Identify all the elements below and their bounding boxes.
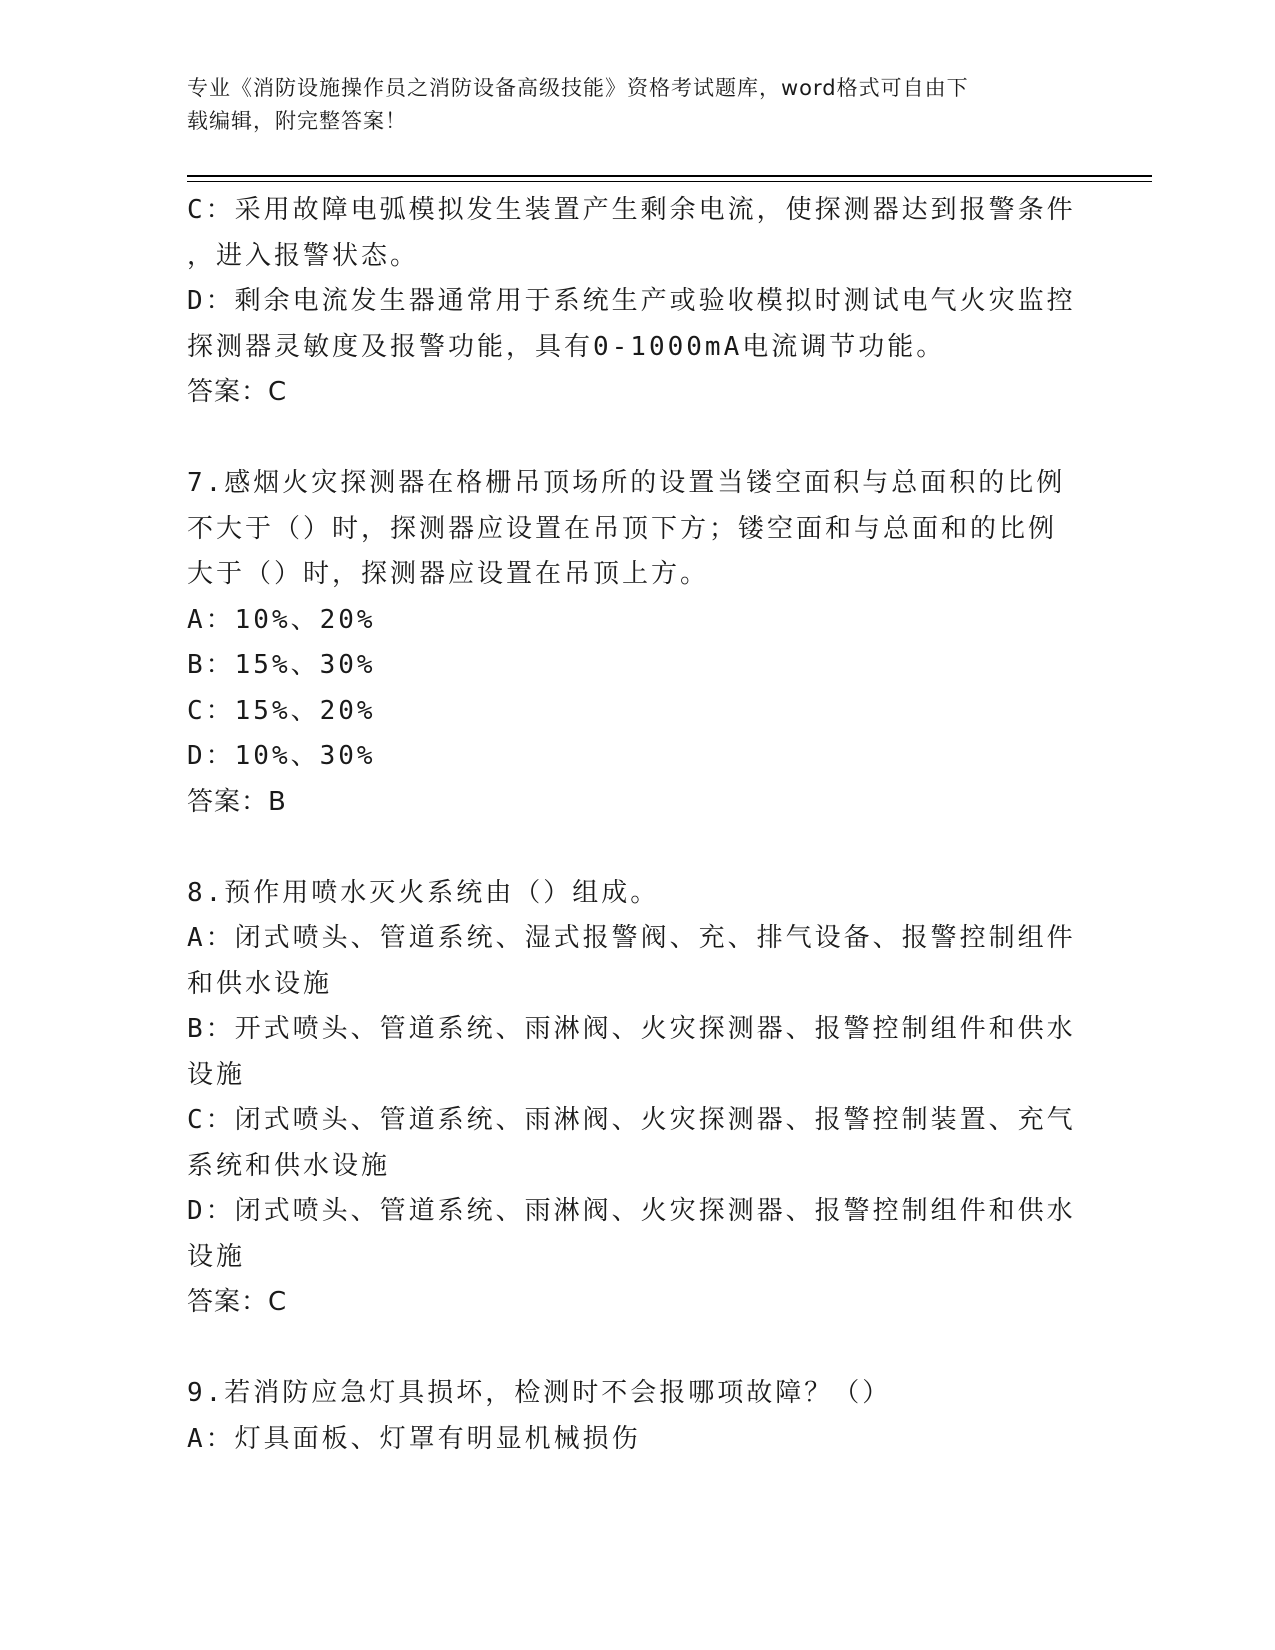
- q8-option-b-line-2: 设施: [187, 1059, 246, 1090]
- q6-option-c-line-2: ，进入报警状态。: [187, 240, 420, 271]
- q8-option-c-line-2: 系统和供水设施: [187, 1150, 391, 1181]
- header-divider-thick: [187, 175, 1152, 177]
- q7-option-c: C：15%、20%: [187, 695, 376, 726]
- q8-option-d-line-1: D：闭式喷头、管道系统、雨淋阀、火灾探测器、报警控制组件和供水: [187, 1196, 1076, 1226]
- q8-option-c-line-1: C：闭式喷头、管道系统、雨淋阀、火灾探测器、报警控制装置、充气: [187, 1105, 1076, 1135]
- spacer: [187, 1326, 1087, 1372]
- q9-stem: 9.若消防应急灯具损坏，检测时不会报哪项故障？（）: [187, 1378, 892, 1408]
- q6-answer: 答案：C: [187, 377, 288, 407]
- q7-option-b: B：15%、30%: [187, 650, 376, 680]
- header-line-2: 载编辑，附完整答案！: [187, 109, 407, 133]
- header-line-1: 专业《消防设施操作员之消防设备高级技能》资格考试题库，word格式可自由下: [187, 76, 969, 100]
- q7-option-d: D：10%、30%: [187, 741, 376, 771]
- q8-option-d-line-2: 设施: [187, 1241, 246, 1272]
- spacer: [187, 416, 1087, 462]
- document-header: [187, 72, 1087, 138]
- q7-stem-line-1: 7.感烟火灾探测器在格栅吊顶场所的设置当镂空面积与总面积的比例: [187, 468, 1066, 498]
- q6-option-d-line-2: 探测器灵敏度及报警功能，具有0-1000mA电流调节功能。: [187, 331, 946, 362]
- q8-option-a-line-1: A：闭式喷头、管道系统、湿式报警阀、充、排气设备、报警控制组件: [187, 923, 1076, 953]
- spacer: [187, 825, 1087, 871]
- question-content: [187, 188, 1087, 1462]
- q6-option-c-line-1: C：采用故障电弧模拟发生装置产生剩余电流，使探测器达到报警条件: [187, 195, 1076, 225]
- question-9: [187, 1371, 1087, 1462]
- q9-option-a: A：灯具面板、灯罩有明显机械损伤: [187, 1423, 641, 1454]
- q8-stem: 8.预作用喷水灭火系统由（）组成。: [187, 877, 660, 908]
- q6-option-d-line-1: D：剩余电流发生器通常用于系统生产或验收模拟时测试电气火灾监控: [187, 286, 1076, 316]
- question-8: [187, 871, 1087, 1326]
- q7-stem-line-3: 大于（）时，探测器应设置在吊顶上方。: [187, 559, 710, 589]
- header-divider-thin: [187, 181, 1152, 182]
- question-6-tail: [187, 188, 1087, 416]
- q8-option-b-line-1: B：开式喷头、管道系统、雨淋阀、火灾探测器、报警控制组件和供水: [187, 1014, 1076, 1044]
- q7-option-a: A：10%、20%: [187, 604, 376, 635]
- q7-answer: 答案：B: [187, 786, 287, 817]
- q8-answer: 答案：C: [187, 1287, 288, 1317]
- q8-option-a-line-2: 和供水设施: [187, 968, 333, 999]
- q7-stem-line-2: 不大于（）时，探测器应设置在吊顶下方；镂空面和与总面和的比例: [187, 513, 1058, 544]
- question-7: [187, 461, 1087, 825]
